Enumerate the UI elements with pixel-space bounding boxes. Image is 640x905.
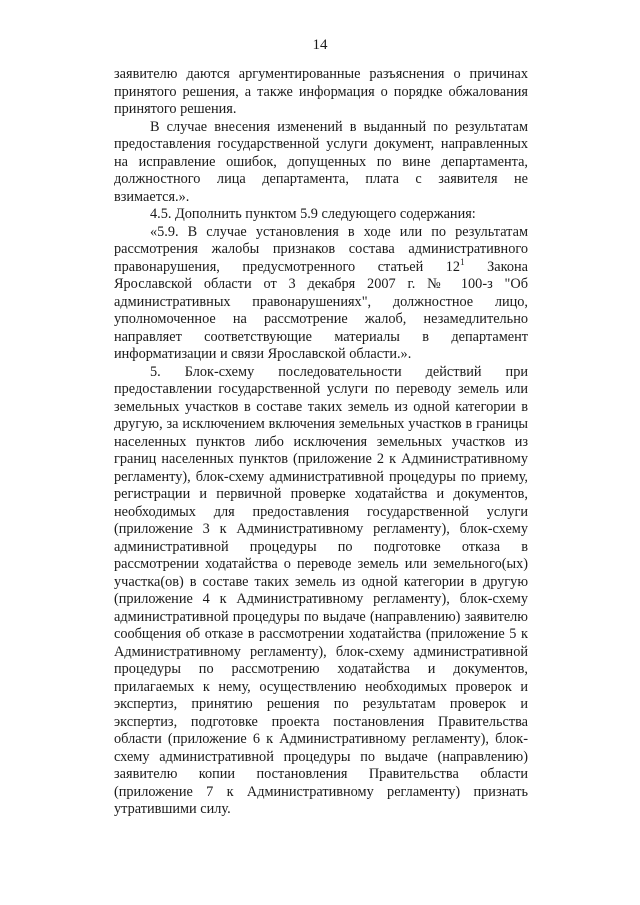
clause-5-9-text-start: «5.9. В случае установления в ходе или по результатам рассмотрения жалобы признаков состава административного правонарушения, предусмотренного статьей 12	[114, 223, 528, 275]
paragraph-appeal-explanation: заявителю даются аргументированные разъяснения о причинах принятого решения, а также информация о порядке обжалования принятого решения.	[114, 66, 528, 117]
article-superscript: 1	[460, 256, 465, 267]
page-number: 14	[312, 37, 328, 53]
paragraph-item-5-flowcharts: 5. Блок-схему последовательности действий при предоставлении государственной услуги по переводу земель или земельных участков в составе таких земель из одной категории в другую, за исключением включения земельных участков в границы населенных пунктов либо исключения земельных участков из границ населенных пунктов (приложение 2 к Административному регламенту), блок-схему административной процедуры по приему, регистрации и первичной проверке ходатайства и документов, необходимых для предоставления государственной услуги (приложение 3 к Административному регламенту), блок-схему административной процедуры по подготовке отказа в рассмотрении ходатайства о переводе земель или земельного(ых) участка(ов) в составе таких земель из одной категории в другую (приложение 4 к Административному регламенту), блок-схему административной процедуры по выдаче (направлению) заявителю сообщения об отказе в рассмотрении ходатайства (приложение 5 к Административному регламенту), блок-схему административной процедуры по рассмотрению ходатайства и документов, прилагаемых к нему, осуществлению необходимых проверок и экспертиз, принятию решения по результатам проверок и экспертиз, подготовке проекта постановления Правительства области (приложение 6 к Административному регламенту), блок-схему административной процедуры по выдаче (направлению) заявителю копии постановления Правительства области (приложение 7 к Административному регламенту) признать утратившими силу.	[114, 363, 528, 817]
clause-5-9-text-end: Закона Ярославской области от 3 декабря 2007 г. № 100-з "Об административных правонарушениях", должностное лицо, уполномоченное на рассмотрение жалоб, незамедлительно направляет соответствующие материалы в департамент информатизации и связи Ярославской области.».	[114, 258, 528, 362]
document-body	[114, 66, 528, 819]
paragraph-clause-5-9	[114, 224, 528, 364]
paragraph-error-correction: В случае внесения изменений в выданный по результатам предоставления государственной услуги документ, направленных на исправление ошибок, допущенных по вине департамента, должностного лица департамента, плата с заявителя не взимается.».	[114, 118, 528, 205]
paragraph-amendment-4-5: 4.5. Дополнить пунктом 5.9 следующего содержания:	[150, 206, 476, 222]
